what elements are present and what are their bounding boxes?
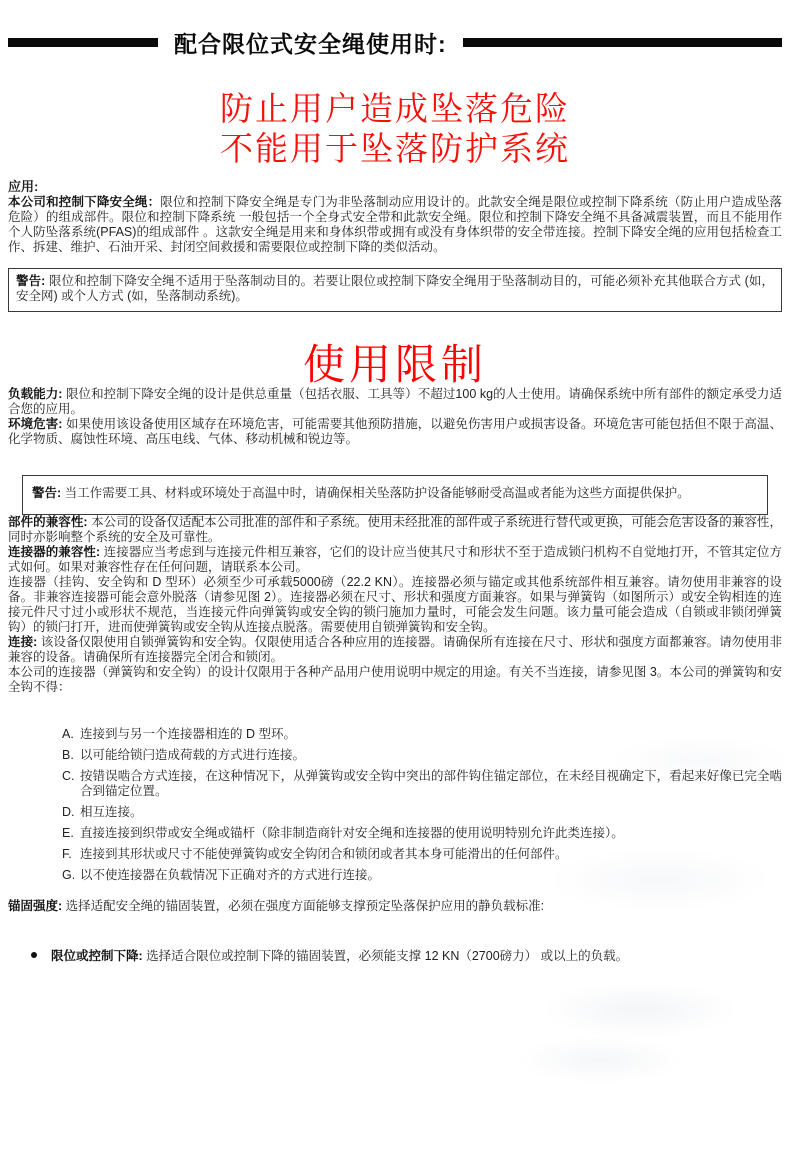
anchor-strength-text: 选择适配安全绳的锚固装置，必须在强度方面能够支撑预定坠落保护应用的静负载标准:	[62, 899, 545, 913]
warning2-text: 当工作需要工具、材料或环境处于高温中时，请确保相关坠落防护设备能够耐受高温或者能为这些方面提供保护。	[61, 486, 690, 500]
list-item-text: 直接连接到织带或安全绳或锚杆（除非制造商针对安全绳和连接器的使用说明特别允许此类连接）。	[80, 826, 624, 840]
list-item-letter: B.	[62, 748, 74, 762]
connector-compatibility-label: 连接器的兼容性:	[8, 545, 101, 559]
environment-hazard-text: 如果使用该设备使用区域存在环境危害，可能需要其他预防措施，以避免伤害用户或损害设备。环境危害可能包括但不限于高温、化学物质、腐蚀性环境、高压电线、气体、移动机械和锐边等。	[8, 417, 782, 446]
warning1-paragraph	[16, 274, 774, 304]
load-capacity-label: 负载能力:	[8, 387, 63, 401]
connector-purpose-paragraph: 本公司的连接器（弹簧钩和安全钩）的设计仅限用于各种产品用户使用说明中规定的用途。有关不当连接，请参见图 3。本公司的弹簧钩和安全钩不得：	[8, 665, 782, 694]
list-item	[62, 826, 782, 841]
warning1-label: 警告:	[16, 274, 46, 288]
alert-title-line1: 防止用户造成坠落危险	[220, 90, 570, 127]
list-item-text: 以不使连接器在负载情况下正确对齐的方式进行连接。	[80, 868, 381, 882]
list-item	[62, 727, 782, 742]
warning-box-1	[8, 268, 782, 312]
list-item	[62, 748, 782, 763]
list-item	[62, 805, 782, 820]
component-compatibility-text: 本公司的设备仅适配本公司批准的部件和子系统。使用未经批准的部件或子系统进行替代或更换，可能会危害设备的兼容性，同时亦影响整个系统的安全及可靠性。	[8, 515, 782, 544]
list-item-letter: A.	[62, 727, 74, 741]
warning2-label: 警告:	[32, 486, 62, 500]
alert-title-line2: 不能用于坠落防护系统	[220, 130, 570, 167]
load-capacity-paragraph	[8, 387, 782, 417]
header-rule-left-icon	[8, 38, 158, 47]
connector-compatibility-text: 连接器应当考虑到与连接元件相互兼容，它们的设计应当使其尺寸和形状不至于造成锁闩机构不自觉地打开，不管其定位方式如何。如果对兼容性存在任何问题，请联系本公司。	[8, 545, 782, 574]
warning2-paragraph	[32, 486, 758, 501]
warning1-text: 限位和控制下降安全绳不适用于坠落制动目的。若要让限位或控制下降安全绳用于坠落制动目的，可能必须补充其他联合方式 (如，安全网) 或个人方式 (如，坠落制动系统)。	[16, 274, 774, 303]
list-item-letter: C.	[62, 769, 75, 783]
warning-box-2	[22, 475, 768, 515]
anchor-strength-paragraph	[8, 899, 782, 914]
list-item-letter: E.	[62, 826, 74, 840]
header-title: 配合限位式安全绳使用时:	[174, 31, 447, 57]
application-heading: 应用:	[8, 179, 39, 194]
anchor-strength-label: 锚固强度:	[8, 899, 63, 913]
alert-title	[8, 89, 782, 169]
anchor-bullet-text: 选择适合限位或控制下降的锚固装置，必须能支撑 12 KN（2700磅力） 或以上的负载。	[142, 949, 629, 963]
component-compatibility-label: 部件的兼容性:	[8, 515, 88, 529]
anchor-bullet-label: 限位或控制下降:	[51, 949, 143, 963]
list-item	[62, 868, 782, 883]
connector-compatibility-paragraph	[8, 545, 782, 575]
section-title: 使用限制	[302, 341, 487, 388]
list-item-text: 连接到其形状或尺寸不能使弹簧钩或安全钩闭合和锁闭或者其本身可能滑出的任何部件。	[80, 847, 568, 861]
list-item	[62, 769, 782, 799]
application-paragraph	[8, 195, 782, 255]
environment-hazard-paragraph	[8, 417, 782, 447]
header-band	[8, 0, 782, 59]
connection-paragraph	[8, 635, 782, 665]
list-item-text: 以可能给锁闩造成荷载的方式进行连接。	[80, 748, 306, 762]
header-rule-right-icon	[463, 38, 782, 47]
bullet-icon	[31, 952, 37, 958]
connection-text: 该设备仅限使用自锁弹簧钩和安全钩。仅限使用适合各种应用的连接器。请确保所有连接在尺寸、形状和强度方面都兼容。请勿使用非兼容的设备。请确保所有连接器完全闭合和锁闭。	[8, 635, 782, 664]
environment-hazard-label: 环境危害:	[8, 417, 63, 431]
list-item	[62, 847, 782, 862]
list-item-text: 按错误啮合方式连接，在这种情况下，从弹簧钩或安全钩中突出的部件钩住锚定部位，在未经目视确定下，看起来好像已完全啮合到锚定位置。	[80, 769, 782, 798]
connection-label: 连接:	[8, 635, 38, 649]
prohibited-connections-list	[8, 727, 782, 883]
connector-detail-paragraph: 连接器（挂钩、安全钩和 D 型环）必须至少可承载5000磅（22.2 KN）。连接器必须与锚定或其他系统部件相互兼容。请勿使用非兼容的设备。非兼容连接器可能会意外脱落（请参见图 2）。连接器必须在尺寸、形状和强度方面兼容。如果与弹簧钩（如图所示）或安全钩相连的连接元件尺寸过小或形状不规范，当连接元件向弹簧钩或安全钩的锁闩施加力量时，可能会发生问题。该力量可能会造成（自锁或非锁闭弹簧钩）的锁闩打开，进而使弹簧钩或安全钩从连接点脱落。需要使用自锁弹簧钩和安全钩。	[8, 575, 782, 634]
application-paragraph-label: 本公司和控制下降安全绳：	[8, 195, 161, 209]
load-capacity-text: 限位和控制下降安全绳的设计是供总重量（包括衣服、工具等）不超过100 kg的人士使用。请确保系统中所有部件的额定承受力适合您的应用。	[8, 387, 782, 416]
list-item-letter: F.	[62, 847, 72, 861]
list-item-text: 相互连接。	[80, 805, 143, 819]
application-paragraph-text: 限位和控制下降安全绳是专门为非坠落制动应用设计的。此款安全绳是限位或控制下降系统（防止用户造成坠落危险）的组成部件。限位和控制下降系统 一般包括一个全身式安全带和此款安全绳。限位和控制下降安全绳不具备减震装置，而且不能用作个人防坠落系统(PFAS)的组成部件 。这款安全绳是用来和身体织带或拥有或没有身体织带的安全带连接。控制下降安全绳的应用包括检查工作、拆建、维护、石油开采、封闭空间救援和需要限位或控制下降的类似活动。	[8, 195, 782, 254]
list-item-text: 连接到与另一个连接器相连的 D 型环。	[80, 727, 296, 741]
list-item-letter: G.	[62, 868, 76, 882]
component-compatibility-paragraph	[8, 515, 782, 545]
anchor-bullet-item	[8, 949, 782, 964]
list-item-letter: D.	[62, 805, 75, 819]
